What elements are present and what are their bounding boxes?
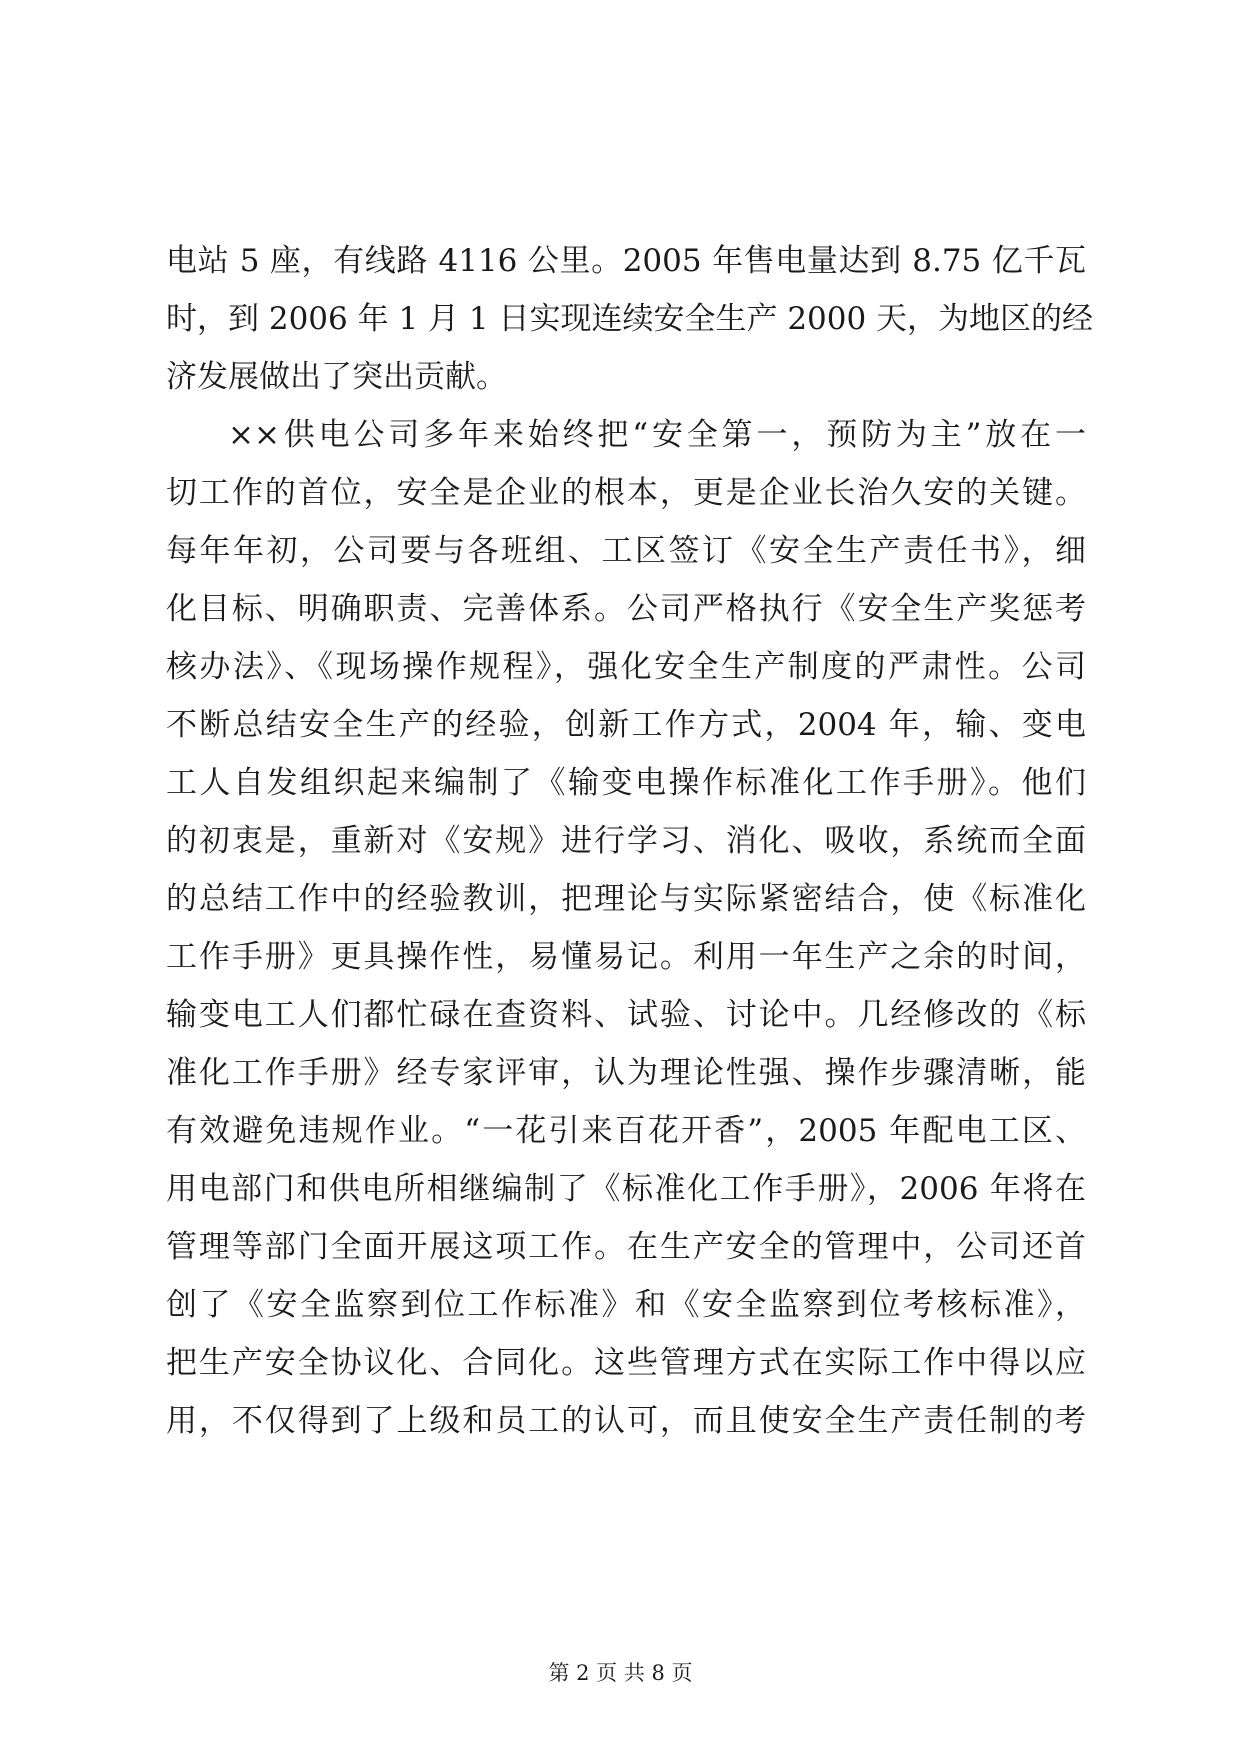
text-line: 核办法》、《现场操作规程》，强化安全生产制度的严肃性。公司 [166,649,1086,685]
text-line: 创了《安全监察到位工作标准》和《安全监察到位考核标准》， [166,1287,1086,1323]
text-line: 用，不仅得到了上级和员工的认可，而且使安全生产责任制的考 [166,1403,1086,1439]
text-line: 济发展做出了突出贡献。 [166,359,507,395]
text-line: 切工作的首位，安全是企业的根本，更是企业长治久安的关键。 [166,475,1086,511]
text-line: 把生产安全协议化、合同化。这些管理方式在实际工作中得以应 [166,1345,1086,1381]
text-line: 输变电工人们都忙碌在查资料、试验、讨论中。几经修改的《标 [166,997,1086,1033]
text-line: 化目标、明确职责、完善体系。公司严格执行《安全生产奖惩考 [166,591,1086,627]
text-line: 准化工作手册》经专家评审，认为理论性强、操作步骤清晰，能 [166,1055,1086,1091]
text-line: 的初衷是，重新对《安规》进行学习、消化、吸收，系统而全面 [166,823,1086,859]
text-line: 用电部门和供电所相继编制了《标准化工作手册》，2006 年将在 [166,1171,1086,1207]
text-line: 电站 5 座，有线路 4116 公里。2005 年售电量达到 8.75 亿千瓦 [166,243,1086,279]
text-line: 工人自发组织起来编制了《输变电操作标准化工作手册》。他们 [166,765,1086,801]
page-footer: 第 2 页 共 8 页 [548,1661,693,1685]
body-text [166,232,1094,1450]
text-line: 每年年初，公司要与各班组、工区签订《安全生产责任书》，细 [166,533,1086,569]
text-line: 管理等部门全面开展这项工作。在生产安全的管理中，公司还首 [166,1229,1086,1265]
text-line: 时，到 2006 年 1 月 1 日实现连续安全生产 2000 天，为地区的经 [166,301,1094,337]
text-line: 有效避免违规作业。“一花引来百花开香”，2005 年配电工区、 [166,1113,1086,1149]
text-line: ××供电公司多年来始终把“安全第一，预防为主”放在一 [228,417,1086,453]
text-line: 工作手册》更具操作性，易懂易记。利用一年生产之余的时间， [166,939,1086,975]
text-line: 的总结工作中的经验教训，把理论与实际紧密结合，使《标准化 [166,881,1086,917]
text-line: 不断总结安全生产的经验，创新工作方式，2004 年，输、变电 [166,707,1086,743]
